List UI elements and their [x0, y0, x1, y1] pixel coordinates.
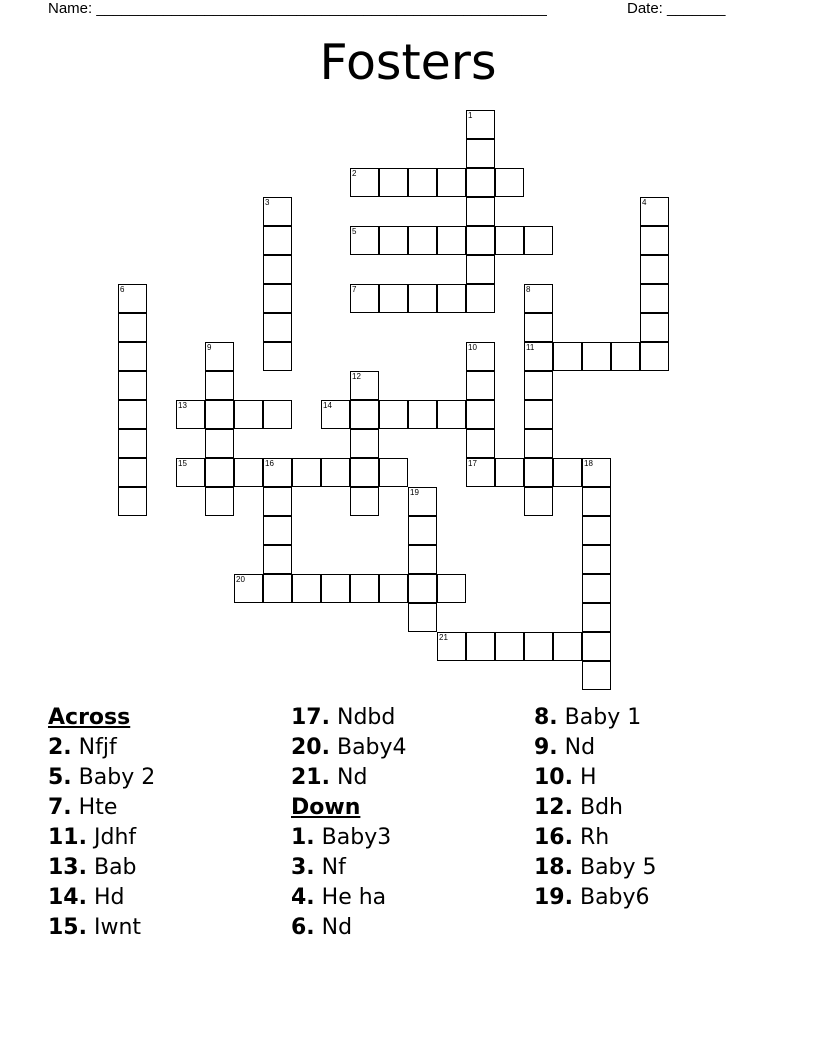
- grid-cell[interactable]: [205, 371, 234, 400]
- clue-number: 18: [584, 459, 593, 468]
- clue-item: [534, 853, 774, 883]
- clue-item-text: Hd: [93, 885, 125, 910]
- grid-cell[interactable]: [234, 574, 263, 603]
- grid-cell[interactable]: [234, 458, 263, 487]
- clue-number: 2: [352, 169, 357, 178]
- clue-item-number: 2.: [48, 735, 72, 760]
- clue-item-text: Nfjf: [78, 735, 117, 760]
- grid-cell[interactable]: [408, 284, 437, 313]
- clue-item-number: 1.: [291, 825, 315, 850]
- grid-cell[interactable]: [582, 516, 611, 545]
- clue-item-text: Nd: [564, 735, 596, 760]
- clue-number: 16: [265, 459, 274, 468]
- section-heading: Across: [48, 705, 131, 730]
- grid-cell[interactable]: [118, 487, 147, 516]
- grid-cell[interactable]: [553, 632, 582, 661]
- grid-cell[interactable]: [321, 574, 350, 603]
- clue-item-text: Ndbd: [336, 705, 396, 730]
- clue-item-number: 19.: [534, 885, 573, 910]
- grid-cell[interactable]: [582, 342, 611, 371]
- clue-item-number: 5.: [48, 765, 72, 790]
- grid-cell[interactable]: [466, 110, 495, 139]
- grid-cell[interactable]: [350, 429, 379, 458]
- grid-cell[interactable]: [437, 632, 466, 661]
- clue-item-text: Baby 1: [564, 705, 642, 730]
- clue-item: [534, 733, 774, 763]
- grid-cell[interactable]: [466, 400, 495, 429]
- grid-cell[interactable]: [321, 458, 350, 487]
- grid-cell[interactable]: [582, 574, 611, 603]
- grid-cell[interactable]: [524, 371, 553, 400]
- grid-cell[interactable]: [495, 226, 524, 255]
- grid-cell[interactable]: [437, 400, 466, 429]
- grid-cell[interactable]: [466, 139, 495, 168]
- clue-number: 20: [236, 575, 245, 584]
- clue-column-3: [534, 703, 774, 913]
- clue-number: 1: [468, 111, 473, 120]
- grid-cell[interactable]: [118, 342, 147, 371]
- clue-item-text: Baby 2: [78, 765, 156, 790]
- clue-item: [48, 793, 288, 823]
- clue-item: [534, 793, 774, 823]
- clue-item-number: 12.: [534, 795, 573, 820]
- grid-cell[interactable]: [263, 284, 292, 313]
- grid-cell[interactable]: [408, 516, 437, 545]
- grid-cell[interactable]: [437, 226, 466, 255]
- grid-cell[interactable]: [640, 313, 669, 342]
- grid-cell[interactable]: [176, 400, 205, 429]
- grid-cell[interactable]: [437, 574, 466, 603]
- grid-cell[interactable]: [263, 545, 292, 574]
- clue-item-text: Baby6: [579, 885, 650, 910]
- clue-item-number: 20.: [291, 735, 330, 760]
- grid-cell[interactable]: [263, 226, 292, 255]
- clue-number: 14: [323, 401, 332, 410]
- grid-cell[interactable]: [640, 255, 669, 284]
- date-field[interactable]: Date: _______: [627, 0, 726, 17]
- clue-number: 17: [468, 459, 477, 468]
- grid-cell[interactable]: [118, 284, 147, 313]
- grid-cell[interactable]: [379, 458, 408, 487]
- clue-item-number: 10.: [534, 765, 573, 790]
- grid-cell[interactable]: [350, 487, 379, 516]
- grid-cell[interactable]: [350, 168, 379, 197]
- clue-item: [291, 913, 531, 943]
- grid-cell[interactable]: [379, 226, 408, 255]
- clue-number: 3: [265, 198, 270, 207]
- grid-cell[interactable]: [205, 400, 234, 429]
- grid-cell[interactable]: [350, 574, 379, 603]
- clue-item-text: H: [579, 765, 597, 790]
- clue-item: [291, 883, 531, 913]
- grid-cell[interactable]: [524, 458, 553, 487]
- grid-cell[interactable]: [118, 458, 147, 487]
- grid-cell[interactable]: [350, 284, 379, 313]
- grid-cell[interactable]: [118, 429, 147, 458]
- grid-cell[interactable]: [640, 284, 669, 313]
- grid-cell[interactable]: [263, 516, 292, 545]
- grid-cell[interactable]: [263, 458, 292, 487]
- grid-cell[interactable]: [176, 458, 205, 487]
- clue-item-text: Baby3: [321, 825, 392, 850]
- clue-item-text: Baby 5: [579, 855, 657, 880]
- clue-number: 13: [178, 401, 187, 410]
- clue-item-number: 18.: [534, 855, 573, 880]
- clue-item-number: 21.: [291, 765, 330, 790]
- clue-number: 6: [120, 285, 125, 294]
- grid-cell[interactable]: [408, 545, 437, 574]
- clue-item: [48, 913, 288, 943]
- grid-cell[interactable]: [408, 168, 437, 197]
- clue-item-number: 11.: [48, 825, 87, 850]
- grid-cell[interactable]: [524, 313, 553, 342]
- clue-item-text: Jdhf: [93, 825, 137, 850]
- grid-cell[interactable]: [466, 429, 495, 458]
- grid-cell[interactable]: [263, 574, 292, 603]
- grid-cell[interactable]: [263, 313, 292, 342]
- grid-cell[interactable]: [582, 603, 611, 632]
- clue-item: [48, 763, 288, 793]
- grid-cell[interactable]: [205, 429, 234, 458]
- clue-item: [291, 823, 531, 853]
- grid-cell[interactable]: [408, 603, 437, 632]
- grid-cell[interactable]: [582, 487, 611, 516]
- clue-item: [48, 853, 288, 883]
- clue-item-text: Hte: [78, 795, 118, 820]
- clue-column-1: [48, 703, 288, 943]
- grid-cell[interactable]: [466, 458, 495, 487]
- name-field[interactable]: Name: ______________________________________________________: [48, 0, 547, 17]
- clue-item-number: 9.: [534, 735, 558, 760]
- grid-cell[interactable]: [118, 371, 147, 400]
- grid-cell[interactable]: [495, 168, 524, 197]
- grid-cell[interactable]: [437, 284, 466, 313]
- clue-number: 5: [352, 227, 357, 236]
- grid-cell[interactable]: [118, 313, 147, 342]
- grid-cell[interactable]: [524, 226, 553, 255]
- grid-cell[interactable]: [408, 226, 437, 255]
- clue-item-number: 13.: [48, 855, 87, 880]
- grid-cell[interactable]: [379, 168, 408, 197]
- clue-item-number: 6.: [291, 915, 315, 940]
- clue-item: [534, 763, 774, 793]
- grid-cell[interactable]: [379, 400, 408, 429]
- clue-item-number: 16.: [534, 825, 573, 850]
- grid-cell[interactable]: [408, 574, 437, 603]
- clue-number: 15: [178, 459, 187, 468]
- grid-cell[interactable]: [263, 197, 292, 226]
- clue-item: [534, 823, 774, 853]
- grid-cell[interactable]: [495, 632, 524, 661]
- clue-item: [534, 883, 774, 913]
- grid-cell[interactable]: [263, 400, 292, 429]
- grid-cell[interactable]: [495, 458, 524, 487]
- clue-item: [291, 733, 531, 763]
- grid-cell[interactable]: [408, 487, 437, 516]
- grid-cell[interactable]: [524, 429, 553, 458]
- clue-item: [291, 703, 531, 733]
- clue-number: 9: [207, 343, 212, 352]
- clue-item: [48, 823, 288, 853]
- clue-item-number: 3.: [291, 855, 315, 880]
- clue-item-number: 15.: [48, 915, 87, 940]
- clue-item-text: Bdh: [579, 795, 623, 820]
- grid-cell[interactable]: [582, 545, 611, 574]
- grid-cell[interactable]: [350, 458, 379, 487]
- clue-item-number: 7.: [48, 795, 72, 820]
- clue-item-text: Nd: [321, 915, 353, 940]
- grid-cell[interactable]: [466, 632, 495, 661]
- grid-cell[interactable]: [379, 284, 408, 313]
- grid-cell[interactable]: [379, 574, 408, 603]
- grid-cell[interactable]: [524, 632, 553, 661]
- grid-cell[interactable]: [640, 342, 669, 371]
- grid-cell[interactable]: [582, 632, 611, 661]
- clue-number: 12: [352, 372, 361, 381]
- clue-item: [48, 733, 288, 763]
- grid-cell[interactable]: [263, 487, 292, 516]
- grid-cell[interactable]: [437, 168, 466, 197]
- grid-cell[interactable]: [466, 342, 495, 371]
- clue-number: 10: [468, 343, 477, 352]
- clue-column-2: [291, 703, 531, 943]
- grid-cell[interactable]: [466, 371, 495, 400]
- grid-cell[interactable]: [611, 342, 640, 371]
- grid-cell[interactable]: [205, 487, 234, 516]
- grid-cell[interactable]: [234, 400, 263, 429]
- grid-cell[interactable]: [553, 458, 582, 487]
- grid-cell[interactable]: [466, 168, 495, 197]
- clue-item-number: 4.: [291, 885, 315, 910]
- grid-cell[interactable]: [582, 458, 611, 487]
- grid-cell[interactable]: [524, 487, 553, 516]
- clue-number: 7: [352, 285, 357, 294]
- clue-item-text: Nd: [336, 765, 368, 790]
- grid-cell[interactable]: [292, 574, 321, 603]
- grid-cell[interactable]: [350, 371, 379, 400]
- page-title: Fosters: [319, 34, 497, 91]
- clue-item-text: Iwnt: [93, 915, 142, 940]
- grid-cell[interactable]: [408, 400, 437, 429]
- clue-item-text: Nf: [321, 855, 346, 880]
- grid-cell[interactable]: [524, 342, 553, 371]
- clue-number: 11: [526, 343, 535, 352]
- clue-item-text: Rh: [579, 825, 610, 850]
- grid-cell[interactable]: [118, 400, 147, 429]
- clue-item-text: He ha: [321, 885, 387, 910]
- clue-number: 8: [526, 285, 531, 294]
- grid-cell[interactable]: [321, 400, 350, 429]
- grid-cell[interactable]: [466, 284, 495, 313]
- grid-cell[interactable]: [466, 197, 495, 226]
- clue-item: [534, 703, 774, 733]
- grid-cell[interactable]: [553, 342, 582, 371]
- grid-cell[interactable]: [466, 255, 495, 284]
- clue-number: 4: [642, 198, 647, 207]
- grid-cell[interactable]: [524, 284, 553, 313]
- clue-item-text: Baby4: [336, 735, 407, 760]
- grid-cell[interactable]: [640, 226, 669, 255]
- clue-item: [48, 883, 288, 913]
- grid-cell[interactable]: [263, 255, 292, 284]
- grid-cell[interactable]: [350, 400, 379, 429]
- clue-item-number: 17.: [291, 705, 330, 730]
- grid-cell[interactable]: [292, 458, 321, 487]
- grid-cell[interactable]: [350, 226, 379, 255]
- grid-cell[interactable]: [466, 226, 495, 255]
- clue-item-text: Bab: [93, 855, 137, 880]
- clue-number: 19: [410, 488, 419, 497]
- grid-cell[interactable]: [582, 661, 611, 690]
- grid-cell[interactable]: [640, 197, 669, 226]
- clue-number: 21: [439, 633, 448, 642]
- clue-item: [291, 763, 531, 793]
- grid-cell[interactable]: [205, 458, 234, 487]
- clue-item-number: 8.: [534, 705, 558, 730]
- grid-cell[interactable]: [263, 342, 292, 371]
- grid-cell[interactable]: [205, 342, 234, 371]
- grid-cell[interactable]: [524, 400, 553, 429]
- clue-item-number: 14.: [48, 885, 87, 910]
- section-heading: Down: [291, 795, 361, 820]
- clue-item: [291, 853, 531, 883]
